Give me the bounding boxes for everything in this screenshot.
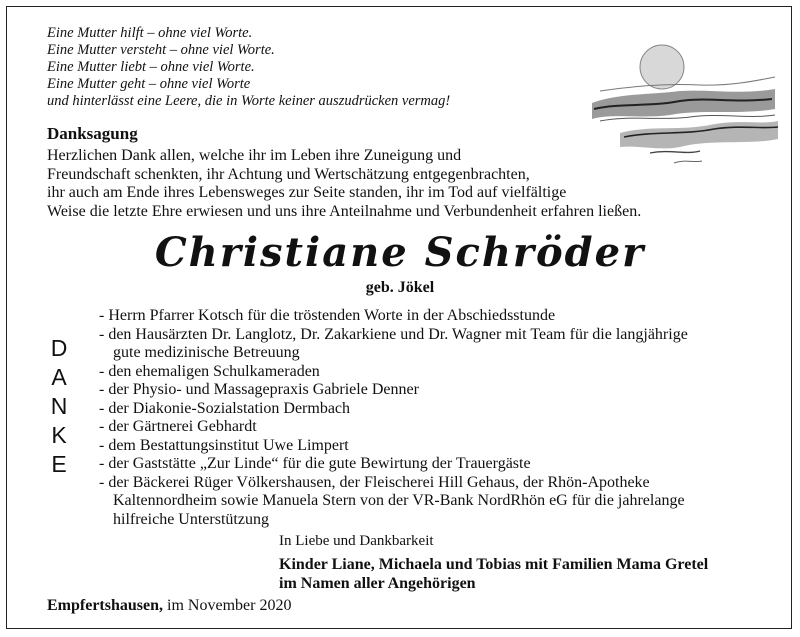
intro-text [47,147,641,221]
poem-line: Eine Mutter liebt – ohne viel Worte. [47,59,255,75]
birth-name: geb. Jökel [365,279,435,296]
place: Empfertshausen, [47,597,164,614]
list-item: - dem Bestattungsinstitut Uwe Limpert [99,436,349,454]
list-item: - der Gaststätte „Zur Linde“ für die gute Bewirtung der Trauergäste [99,455,531,472]
intro-line: Herzlichen Dank allen, welche ihr im Leben ihre Zuneigung und [47,147,462,164]
heading: Danksagung [47,124,138,143]
list-item: - der Diakonie-Sozialstation Dermbach [99,399,351,417]
closing-phrase: In Liebe und Dankbarkeit [279,533,434,549]
deceased-name: Christiane Schröder [154,229,646,276]
list-item: - den ehemaligen Schulkameraden [99,362,320,380]
list-item: - der Physio- und Massagepraxis Gabriele Denner [99,381,419,398]
list-item: - der Gärtnerei Gebhardt [99,418,257,435]
poem-line: Eine Mutter versteht – ohne viel Worte. [47,42,275,58]
poem-line: und hinterlässt eine Leere, die in Worte keiner auszudrücken vermag! [47,93,451,109]
poem-line: Eine Mutter hilft – ohne viel Worte. [47,25,253,41]
list-item: - Herrn Pfarrer Kotsch für die tröstenden Worte in der Abschiedsstunde [99,307,556,324]
list-item-continuation: hilfreiche Unterstützung [113,510,269,528]
danke-letter: N [50,393,68,419]
thanks-list [99,307,688,529]
signature-line: Kinder Liane, Michaela und Tobias mit Familien Mama Gretel [279,556,709,573]
list-item: - der Bäckerei Rüger Völkershausen, der Fleischerei Hill Gehaus, der Rhön-Apotheke [99,473,650,491]
intro-line: Weise die letzte Ehre erwiesen und uns ihre Anteilnahme und Verbundenheit erfahren ließen. [47,202,642,220]
obituary-notice [6,6,792,629]
date: im November 2020 [167,597,292,614]
poem [47,25,450,110]
signature-line: im Namen aller Angehörigen [279,574,476,592]
danke-letter: K [51,422,67,448]
danke-letter: A [51,364,67,390]
danke-vertical [46,334,72,479]
intro-line: Freundschaft schenkten, ihr Achtung und Wertschätzung entgegenbrachten, [47,165,530,183]
danke-letter: E [51,451,67,477]
signature [279,556,708,593]
list-item-continuation: gute medizinische Betreuung [113,344,300,361]
intro-line: ihr auch am Ende ihres Lebensweges zur Seite standen, ihr im Tod auf vielfältige [47,184,567,201]
place-date [47,597,291,615]
list-item: - den Hausärzten Dr. Langlotz, Dr. Zakarkiene und Dr. Wagner mit Team für die langjährige [99,325,688,343]
poem-line: Eine Mutter geht – ohne viel Worte [47,76,251,92]
list-item-continuation: Kaltennordheim sowie Manuela Stern von der VR-Bank NordRhön eG für die jahrelange [113,492,685,509]
danke-letter: D [50,335,68,361]
